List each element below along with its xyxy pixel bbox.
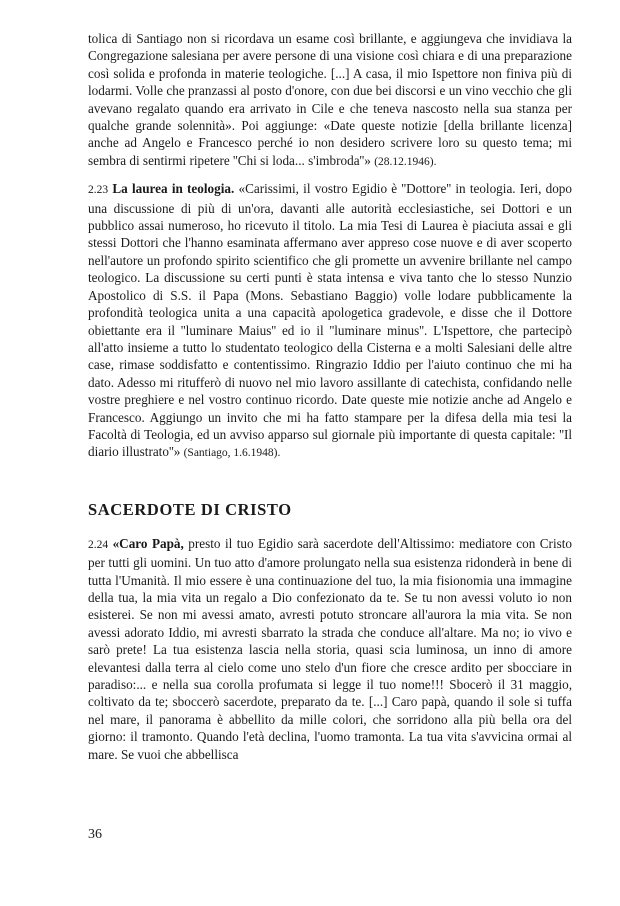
- page-number: 36: [88, 827, 102, 842]
- paragraph-2-23: [88, 180, 572, 463]
- paragraph-lead: La laurea in teologia.: [112, 181, 235, 197]
- page-body: [88, 30, 572, 763]
- paragraph-text: tolica di Santiago non si ricordava un esame così brillante, e aggiungeva che invidiava la Congregazione salesiana per avere persone di una visione così chiara e di una preparazione così solida e profonda in materie teologiche. [...] A casa, il mio Ispettore non finiva più di lodarmi. Volle che pranzassi al posto d'onore, con due bei discorsi e un vino vecchio che gli avevano regalato quando era arrivato in Cile e che teneva nascosto nella sua stanza per qualche grande solennità». Poi aggiunge: «Date queste notizie [della brillante licenza] anche ad Angelo e Francesco perché io non desidero scrivere loro su questo tema; mi sembra di sentirmi ripetere ''Chi si loda... s'imbroda''»: [88, 31, 572, 168]
- paragraph-date: (Santiago, 1.6.1948).: [183, 447, 281, 460]
- paragraph-continuation: [88, 30, 572, 171]
- paragraph-date: (28.12.1946).: [374, 155, 437, 168]
- paragraph-2-24: [88, 535, 572, 763]
- paragraph-number: 2.23: [88, 184, 109, 197]
- paragraph-text: «Carissimi, il vostro Egidio è ''Dottore'' in teologia. Ieri, dopo una discussione di più di un'ora, davanti alle autorità ecclesiastiche, sei Dottori e un pubblico assai numeroso, ho ricevuto il titolo. La mia Tesi di Laurea è piaciuta assai e gli stessi Dottori che l'hanno esaminata affermano aver appreso cose nuove e di aver scoperto nell'autore un profondo spirito scientifico che gli promette un avvenire brillante nel campo teologico. La discussione su certi punti è stata intensa e viva tanto che lo stesso Nunzio Apostolico di S.S. il Papa (Mons. Sebastiano Baggio) volle lodare pubblicamente la profondità teologica unita a una capacità apologetica gradevole, e disse che il Dottore obiettante era il ''luminare Maius'' ed io il ''luminare minus''. L'Ispettore, che partecipò all'atto insieme a tutto lo studentato teologico della Cisterna e a molti Salesiani delle altre case, rimase soddisfatto e contentissimo. Ringrazio Iddio per l'aiuto continuo che mi ha dato. Adesso mi ritufferò di nuovo nel mio lavoro assillante di catechista, confidando nelle vostre preghiere e nel vostro continuo ricordo. Date queste mie notizie anche ad Angelo e Francesco. Aggiungo un invito che mi ha fatto stampare per la difesa della mia tesi la Facoltà di Teologia, ed un avviso apparso sul giornale più importante di questa capitale: ''Il diario illustrato''»: [88, 181, 572, 460]
- section-heading: SACERDOTE DI CRISTO: [88, 499, 292, 519]
- paragraph-text: presto il tuo Egidio sarà sacerdote dell'Altissimo: mediatore con Cristo per tutti gli uomini. Un tuo atto d'amore prolungato nella sua esistenza ridonderà in bene di tutta l'Umanità. Il mio essere è una continuazione del tuo, la mia fisionomia una immagine della tua, la mia vita un regalo a Dio confezionato da te. Se tu non avessi voluto io non esisterei. Se non mi avessi amato, avresti potuto stroncare all'aurora la mia vita. Se non avessi adorato Iddio, mi avresti sbarrato la strada che conduce all'altare. Ma no; io vivo e sarò prete! La tua esistenza lascia nella storia, quasi scia luminosa, un inno di amore elevantesi dalla terra al cielo come uno stelo d'un fiore che cresce ardito per sbocciare in paradiso:... e nella sua corolla profumata si legge il tuo nome!!! Sbocerò il 31 maggio, coltivato da te; sboccerò sacerdote, preparato da te. [...] Caro papà, quando il sole si tuffa nel mare, il panorama è abbellito da mille colori, che sorridono alla più bella ora del giorno: il tramonto. Quando l'età declina, l'uomo tramonta. La tua vita s'avvicina ormai al mare. Se vuoi che abbellisca: [88, 535, 573, 762]
- paragraph-number: 2.24: [88, 538, 109, 551]
- paragraph-lead: «Caro Papà,: [112, 535, 184, 551]
